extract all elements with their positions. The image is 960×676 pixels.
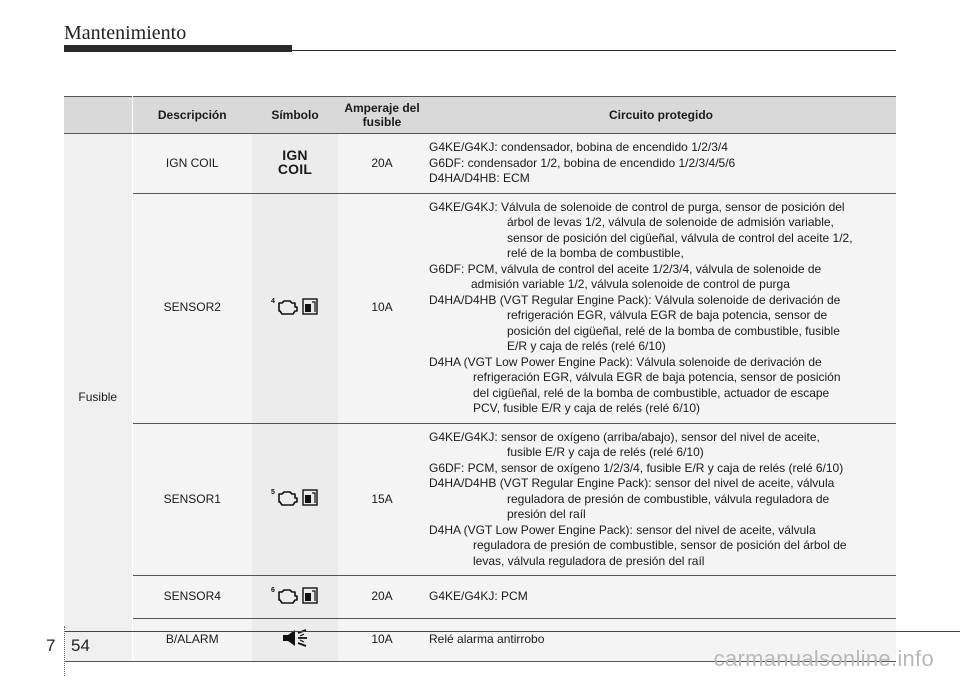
ign-coil-symbol-line1: IGN	[282, 147, 308, 163]
circuit-line: relé de la bomba de combustible,	[507, 246, 684, 260]
header-descripcion: Descripción	[132, 97, 252, 134]
fuse-symbol	[252, 576, 338, 619]
protected-circuit	[426, 423, 896, 576]
footer-rule	[64, 631, 960, 632]
table-row	[64, 193, 896, 423]
engine-sensor-icon	[270, 584, 320, 606]
header-circuito: Circuito protegido	[426, 97, 896, 134]
circuit-line: G6DF: PCM, sensor de oxígeno 1/2/3/4, fusible E/R y caja de relés (relé 6/10)	[429, 460, 844, 475]
circuit-line: reguladora de presión de combustible, sensor de posición del árbol de	[473, 538, 847, 552]
table-header-row	[64, 97, 896, 134]
fuse-description: SENSOR4	[132, 576, 252, 619]
circuit-line: Relé alarma antirrobo	[429, 632, 545, 647]
engine-sensor-icon	[270, 295, 320, 317]
circuit-line: admisión variable 1/2, válvula solenoide de control de purga	[471, 277, 790, 291]
engine-sensor-icon	[270, 486, 320, 508]
page-number-separator	[64, 626, 65, 676]
circuit-line: posición del cigüeñal, relé de la bomba de combustible, fusible	[507, 323, 840, 338]
fuse-symbol	[252, 193, 338, 423]
page-section-title: Mantenimiento	[64, 22, 187, 44]
header-amperaje-line1: Amperaje del	[344, 101, 420, 115]
circuit-line: G4KE/G4KJ: sensor de oxígeno (arriba/abajo), sensor del nivel de aceite,	[429, 429, 820, 444]
circuit-line: G4KE/G4KJ: condensador, bobina de encendido 1/2/3/4	[429, 140, 728, 154]
circuit-line: D4HA/D4HB (VGT Regular Engine Pack): sensor del nivel de aceite, válvula	[429, 476, 835, 490]
circuit-line: D4HA (VGT Low Power Engine Pack): Válvula solenoide de derivación de	[429, 354, 822, 369]
fuse-amperage: 20A	[338, 134, 426, 194]
circuit-line: G6DF: condensador 1/2, bobina de encendido 1/2/3/4/5/6	[429, 155, 736, 170]
circuit-line: G4KE/G4KJ: Válvula de solenoide de control de purga, sensor de posición del	[429, 199, 845, 214]
circuit-line: refrigeración EGR, válvula EGR de baja potencia, sensor de	[507, 308, 828, 322]
watermark: carmanualsonline.info	[713, 646, 934, 671]
circuit-line: G4KE/G4KJ: PCM	[429, 589, 528, 604]
circuit-line: del cigüeñal, relé de la bomba de combustible, actuador de escape	[473, 385, 830, 400]
fuse-symbol	[252, 134, 338, 194]
fuse-table	[64, 96, 896, 662]
fuse-amperage: 20A	[338, 576, 426, 619]
circuit-line: refrigeración EGR, válvula EGR de baja potencia, sensor de posición	[473, 370, 841, 384]
page-number: 54	[71, 636, 90, 655]
circuit-line: árbol de levas 1/2, válvula de solenoide de admisión variable,	[507, 215, 834, 229]
header-blank-cell	[64, 97, 132, 134]
circuit-line: PCV, fusible E/R y caja de relés (relé 6/10)	[473, 401, 700, 415]
table-row	[64, 576, 896, 619]
header-simbolo: Símbolo	[252, 97, 338, 134]
fuse-symbol	[252, 423, 338, 576]
header-accent-bar	[64, 45, 292, 52]
category-cell: Fusible	[64, 134, 132, 662]
circuit-line: E/R y caja de relés (relé 6/10)	[507, 339, 666, 353]
protected-circuit	[426, 134, 896, 194]
fuse-amperage: 15A	[338, 423, 426, 576]
header-amperaje	[338, 97, 426, 134]
circuit-line: reguladora de presión de combustible, válvula reguladora de	[507, 491, 830, 506]
section-number: 7	[46, 636, 56, 655]
protected-circuit	[426, 193, 896, 423]
circuit-line: D4HA (VGT Low Power Engine Pack): sensor del nivel de aceite, válvula	[429, 522, 816, 537]
fuse-amperage: 10A	[338, 193, 426, 423]
fuse-description: IGN COIL	[132, 134, 252, 194]
ign-coil-symbol	[278, 148, 312, 176]
fuse-description: B/ALARM	[132, 619, 252, 662]
fuse-description: SENSOR2	[132, 193, 252, 423]
circuit-line: D4HA/D4HB: ECM	[429, 171, 530, 185]
ign-coil-symbol-line2: COIL	[277, 161, 313, 177]
header-amperaje-line2: fusible	[362, 115, 402, 129]
circuit-line: D4HA/D4HB (VGT Regular Engine Pack): Válvula solenoide de derivación de	[429, 292, 841, 307]
fuse-description: SENSOR1	[132, 423, 252, 576]
fuse-amperage: 10A	[338, 619, 426, 662]
protected-circuit	[426, 576, 896, 619]
circuit-line: G6DF: PCM, válvula de control del aceite 1/2/3/4, válvula de solenoide de	[429, 261, 822, 276]
header-rule	[292, 50, 896, 51]
table-row	[64, 423, 896, 576]
circuit-line: levas, válvula reguladora de presión del raíl	[473, 553, 705, 568]
circuit-line: sensor de posición del cigüeñal, válvula de control del aceite 1/2,	[507, 230, 853, 245]
symbol-number: 5	[271, 489, 275, 496]
symbol-number: 6	[271, 586, 275, 594]
fuse-symbol	[252, 619, 338, 662]
circuit-line: presión del raíl	[507, 507, 586, 521]
table-row	[64, 134, 896, 194]
symbol-number: 4	[271, 297, 275, 305]
circuit-line: fusible E/R y caja de relés (relé 6/10)	[507, 445, 704, 459]
